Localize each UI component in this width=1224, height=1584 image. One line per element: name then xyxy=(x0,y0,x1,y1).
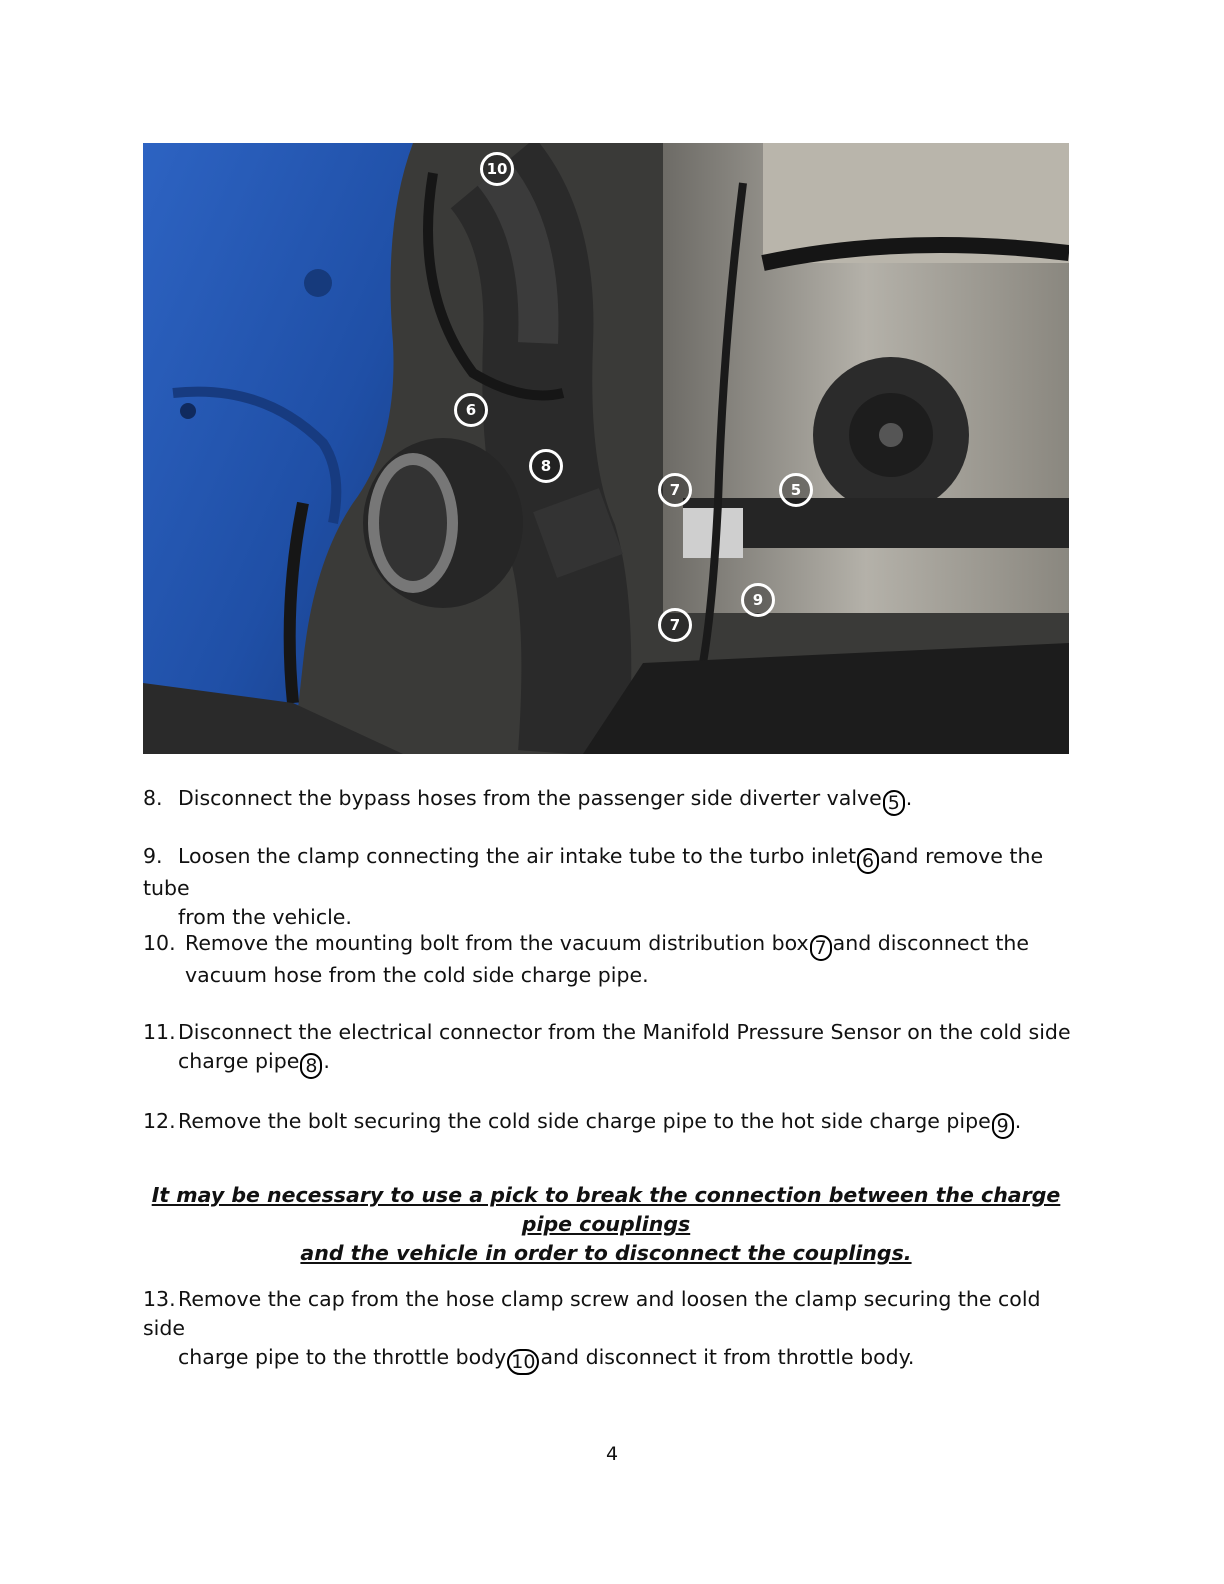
callout-10: 10 xyxy=(480,152,514,186)
step-13 xyxy=(143,1285,1073,1375)
step-text-end: and disconnect the xyxy=(832,931,1029,955)
step-text-end: . xyxy=(323,1049,330,1073)
step-text-line2: charge pipe xyxy=(178,1049,300,1073)
callout-ref: 6 xyxy=(857,848,879,874)
step-text-end: and disconnect it from throttle body. xyxy=(540,1345,915,1369)
step-text: Remove the bolt securing the cold side charge pipe to the hot side charge pipe xyxy=(178,1109,991,1133)
engine-bay-illustration xyxy=(143,143,1069,754)
callout-7-lower: 7 xyxy=(658,608,692,642)
step-8 xyxy=(143,784,1073,816)
step-number: 8. xyxy=(143,786,163,810)
step-text-end: and remove the tube xyxy=(143,844,1044,900)
callout-7-upper: 7 xyxy=(658,473,692,507)
callout-ref: 9 xyxy=(992,1113,1014,1139)
step-9 xyxy=(143,842,1073,932)
callout-9: 9 xyxy=(741,583,775,617)
callout-ref: 7 xyxy=(810,935,832,961)
step-number: 11. xyxy=(143,1020,176,1044)
step-text-line2: vacuum hose from the cold side charge pipe. xyxy=(185,963,649,987)
callout-8: 8 xyxy=(529,449,563,483)
engine-bay-photo xyxy=(143,143,1069,754)
callout-6: 6 xyxy=(454,393,488,427)
page-number: 4 xyxy=(605,1443,619,1465)
step-number: 12. xyxy=(143,1109,176,1133)
step-10 xyxy=(143,929,1073,990)
step-text-end: . xyxy=(905,786,913,810)
callout-5: 5 xyxy=(779,473,813,507)
callout-ref: 8 xyxy=(300,1053,322,1079)
warning-note-line1: It may be necessary to use a pick to break the connection between the charge pipe couplings xyxy=(151,1183,1061,1236)
step-text-end: . xyxy=(1014,1109,1022,1133)
step-text: Loosen the clamp connecting the air intake tube to the turbo inlet xyxy=(178,844,856,868)
callout-ref: 5 xyxy=(883,790,905,816)
step-number: 13. xyxy=(143,1287,176,1311)
step-text: Disconnect the electrical connector from the Manifold Pressure Sensor on the cold side xyxy=(178,1020,1071,1044)
step-12 xyxy=(143,1107,1073,1139)
step-text-line2: charge pipe to the throttle body xyxy=(178,1345,507,1369)
warning-note-line2: and the vehicle in order to disconnect the couplings. xyxy=(300,1241,912,1265)
step-number: 10. xyxy=(143,931,176,955)
step-text-line2: from the vehicle. xyxy=(178,905,352,929)
warning-note xyxy=(143,1181,1069,1268)
step-text: Remove the cap from the hose clamp screw and loosen the clamp securing the cold side xyxy=(143,1287,1041,1340)
step-number: 9. xyxy=(143,844,163,868)
step-text: Remove the mounting bolt from the vacuum distribution box xyxy=(185,931,809,955)
step-text: Disconnect the bypass hoses from the passenger side diverter valve xyxy=(178,786,882,810)
step-11 xyxy=(143,1018,1073,1079)
callout-ref: 10 xyxy=(507,1349,539,1375)
